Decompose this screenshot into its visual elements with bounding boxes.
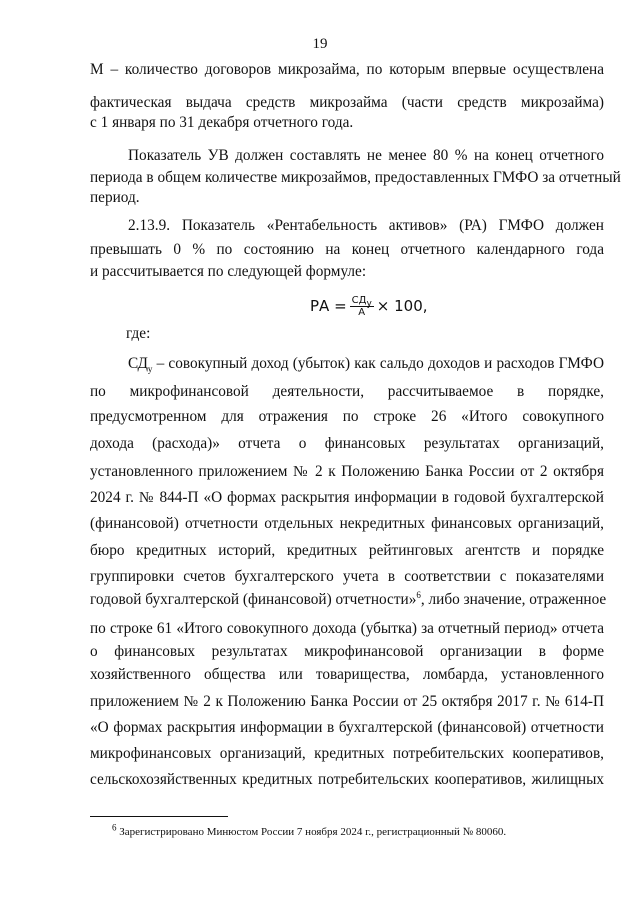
text-line: «О формах раскрытия информации в бухгалтерской (финансовой) отчетности	[90, 719, 604, 736]
roa-formula	[310, 295, 428, 318]
text-line: периода в общем количестве микрозаймов, предоставленных ГМФО за отчетный	[90, 169, 621, 186]
text-line: приложением № 2 к Положению Банка России от 25 октября 2017 г. № 614-П	[90, 693, 604, 710]
text-line: с 1 января по 31 декабря отчетного года.	[90, 114, 354, 131]
text-line: Показатель УВ должен составлять не менее 80 % на конец отчетного	[128, 147, 604, 164]
text-line: 2024 г. № 844-П «О формах раскрытия информации в годовой бухгалтерской	[90, 489, 604, 506]
sd-subscript: у	[147, 364, 153, 375]
text-line: установленного приложением № 2 к Положению Банка России от 2 октября	[90, 463, 604, 480]
footnote-marker: 6	[112, 822, 117, 833]
text-line: предусмотренном для отражения по строке 26 «Итого совокупного	[90, 408, 604, 425]
sd-symbol: СД	[128, 355, 148, 372]
footnote	[112, 822, 507, 838]
text-line: хозяйственного общества или товарищества, ломбарда, установленного	[90, 666, 604, 683]
text-line: группировки счетов бухгалтерского учета в соответствии с показателями	[90, 568, 604, 585]
text-line: бюро кредитных историй, кредитных рейтинговых агентств и порядке	[90, 542, 604, 559]
text-line: 2.13.9. Показатель «Рентабельность активов» (РА) ГМФО должен	[128, 217, 604, 234]
text-line: о финансовых результатах микрофинансовой организации в форме	[90, 643, 604, 660]
text-line: микрофинансовых организаций, кредитных потребительских кооперативов,	[90, 745, 604, 762]
definition-line: $СД_у$ – совокупный доход (убыток) как сальдо доходов и расходов ГМФО	[128, 355, 604, 375]
text-line: сельскохозяйственных кредитных потребительских кооперативов, жилищных	[90, 771, 604, 788]
text-line: дохода (расхода)» отчета о финансовых результатах организаций,	[90, 435, 604, 452]
text-line: по микрофинансовой деятельности, рассчитываемое в порядке,	[90, 383, 604, 400]
text-line: фактическая выдача средств микрозайма (части средств микрозайма)	[90, 94, 604, 111]
footnoted-line: годовой бухгалтерской (финансовой) отчетности»$^6$, либо значение, отраженное	[90, 589, 607, 608]
footnote-text: Зарегистрировано Минюстом России 7 ноября 2024 г., регистрационный № 80060.	[119, 826, 507, 838]
text-line: период.	[90, 189, 140, 206]
text-line: где:	[126, 325, 151, 342]
text-line: М – количество договоров микрозайма, по которым впервые осуществлена	[90, 61, 604, 78]
formula-numerator: $СД_у$	[351, 295, 372, 309]
text-line: и рассчитывается по следующей формуле:	[90, 263, 367, 280]
formula-lhs: РА =	[310, 297, 347, 315]
formula-denominator: А	[358, 307, 366, 318]
formula-fraction	[350, 295, 374, 318]
page-number: 19	[312, 36, 328, 52]
formula-rhs: × 100,	[376, 297, 428, 315]
footnote-separator	[90, 816, 228, 817]
text-line: превышать 0 % по состоянию на конец отчетного календарного года	[90, 241, 604, 258]
footnote-reference: 6	[416, 589, 421, 600]
text-line: (финансовой) отчетности отдельных некредитных финансовых организаций,	[90, 515, 604, 532]
text-line: по строке 61 «Итого совокупного дохода (убытка) за отчетный период» отчета	[90, 620, 604, 637]
